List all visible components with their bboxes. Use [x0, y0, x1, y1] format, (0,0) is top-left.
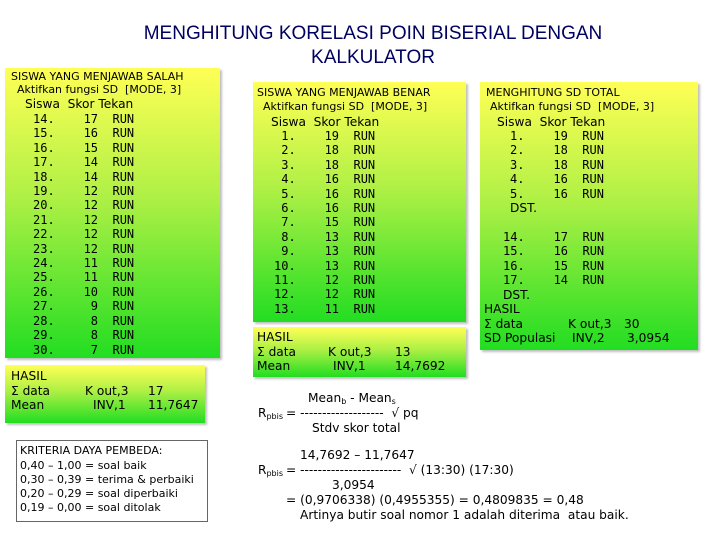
score-row: 21. 12 RUN: [33, 212, 135, 227]
score-row: 17. 14 RUN: [503, 273, 605, 288]
box-wrong-mean-value: 11,7647: [148, 398, 199, 412]
score-row: 3. 18 RUN: [274, 157, 376, 172]
box-total-sd-label: SD Populasi: [484, 331, 556, 345]
box-total-sd-value: 3,0954: [627, 331, 670, 345]
score-row: 10. 13 RUN: [274, 258, 376, 273]
score-row: 15. 16 RUN: [503, 244, 605, 259]
box-total-subheading: Aktifkan fungsi SD [MODE, 3]: [490, 100, 655, 113]
score-row: 4. 16 RUN: [274, 172, 376, 187]
box-wrong-heading: SISWA YANG MENJAWAB SALAH: [11, 70, 184, 83]
box-total-sd-key: INV,2: [572, 331, 605, 345]
box-right-columns: Siswa Skor Tekan: [271, 115, 380, 129]
score-row: 16. 15 RUN: [33, 140, 135, 155]
score-row: 14. 17 RUN: [33, 112, 135, 126]
score-row: 5. 16 RUN: [510, 186, 604, 201]
formula1-numerator: Mean$_b$ - Mean$_s$: [308, 391, 396, 406]
score-row: 18. 14 RUN: [33, 169, 135, 184]
formula1-lhs: $R_{pbis}$: [258, 406, 284, 421]
score-row: 29. 8 RUN: [33, 328, 135, 343]
formula1-denominator: Stdv skor total: [312, 421, 401, 435]
score-row: 5. 16 RUN: [274, 186, 376, 201]
box-total-columns: Siswa Skor Tekan: [497, 115, 606, 129]
box-wrong-columns: Siswa Skor Tekan: [25, 97, 134, 111]
score-row: 25. 11 RUN: [33, 270, 135, 285]
box-total-sum-label: Σ data: [484, 317, 524, 331]
box-right-sum-label: Σ data: [257, 345, 297, 359]
criteria-heading: KRITERIA DAYA PEMBEDA:: [20, 444, 163, 457]
box-right-answers: [253, 82, 466, 322]
score-row: 8. 13 RUN: [274, 229, 376, 244]
box-wrong-rows: [33, 112, 134, 357]
score-row: 20. 12 RUN: [33, 198, 135, 213]
box-right-sum-key: K out,3: [328, 345, 372, 359]
score-row: 30. 7 RUN: [33, 342, 135, 357]
score-row: 17. 14 RUN: [33, 155, 135, 170]
box-wrong-results: [5, 365, 205, 423]
box-wrong-sum-key: K out,3: [85, 384, 129, 398]
box-right-mean-value: 14,7692: [395, 359, 446, 373]
box-total-rows-b: [503, 230, 604, 288]
score-row: 1. 19 RUN: [510, 129, 604, 143]
box-wrong-mean-key: INV,1: [93, 398, 126, 412]
formula2-denominator: 3,0954: [332, 478, 375, 492]
box-right-heading: SISWA YANG MENJAWAB BENAR: [257, 86, 431, 99]
criteria-item: 0,19 – 0,00 = soal ditolak: [20, 501, 161, 514]
title-line-1: MENGHITUNG KORELASI POIN BISERIAL DENGAN: [143, 23, 603, 44]
box-right-mean-label: Mean: [257, 359, 291, 373]
box-wrong-hasil: HASIL: [11, 369, 47, 383]
score-row: 2. 18 RUN: [510, 143, 604, 158]
score-row: 13. 11 RUN: [274, 301, 376, 316]
box-total-sum-key: K out,3: [568, 317, 612, 331]
box-total-sd: [480, 82, 698, 350]
box-wrong-subheading: Aktifkan fungsi SD [MODE, 3]: [17, 83, 182, 96]
score-row: 2. 18 RUN: [274, 143, 376, 158]
box-wrong-sum-label: Σ data: [11, 384, 51, 398]
box-total-hasil: HASIL: [484, 302, 520, 316]
score-row: 3. 18 RUN: [510, 157, 604, 172]
box-right-mean-key: INV,1: [333, 359, 366, 373]
formula1-fraction-line: = ------------------- √ pq: [286, 406, 419, 420]
criteria-item: 0,30 – 0,39 = terima & perbaiki: [20, 473, 194, 486]
score-row: 28. 8 RUN: [33, 313, 135, 328]
criteria-item: 0,40 – 1,00 = soal baik: [20, 459, 147, 472]
box-right-sum-value: 13: [395, 345, 411, 359]
score-row: 9. 13 RUN: [274, 244, 376, 259]
score-row: 23. 12 RUN: [33, 241, 135, 256]
formula2-conclusion: Artinya butir soal nomor 1 adalah diterima atau baik.: [300, 508, 629, 522]
formula2-result: = (0,9706338) (0,4955355) = 0,4809835 = 0,48: [286, 493, 584, 507]
score-row: 7. 15 RUN: [274, 215, 376, 230]
formula2-fraction-line: = ----------------------- √ (13:30) (17:30): [286, 463, 514, 477]
box-total-dst-1: DST.: [510, 201, 537, 215]
box-total-heading: MENGHITUNG SD TOTAL: [486, 86, 620, 99]
score-row: 15. 16 RUN: [33, 126, 135, 141]
score-row: 19. 12 RUN: [33, 184, 135, 199]
score-row: 11. 12 RUN: [274, 273, 376, 288]
page-title: [108, 22, 638, 70]
box-right-results: [253, 327, 466, 377]
box-wrong-mean-label: Mean: [11, 398, 45, 412]
score-row: 6. 16 RUN: [274, 201, 376, 216]
score-row: 14. 17 RUN: [503, 230, 605, 244]
formula2-numerator: 14,7692 – 11,7647: [300, 448, 415, 462]
criteria-item: 0,20 – 0,29 = soal diperbaiki: [20, 487, 178, 500]
score-row: 22. 12 RUN: [33, 227, 135, 242]
score-row: 4. 16 RUN: [510, 172, 604, 187]
formula2-lhs: $R_{pbis}$: [258, 463, 284, 478]
box-right-rows: [274, 129, 375, 316]
score-row: 27. 9 RUN: [33, 299, 135, 314]
title-line-2: KALKULATOR: [311, 47, 435, 68]
score-row: 26. 10 RUN: [33, 284, 135, 299]
criteria-box: [16, 440, 208, 522]
box-right-hasil: HASIL: [257, 330, 293, 344]
box-total-rows-a: [510, 129, 604, 201]
box-total-dst-2: DST.: [503, 288, 530, 302]
box-total-sum-value: 30: [624, 317, 640, 331]
score-row: 24. 11 RUN: [33, 256, 135, 271]
score-row: 16. 15 RUN: [503, 258, 605, 273]
score-row: 12. 12 RUN: [274, 287, 376, 302]
box-wrong-answers: [5, 68, 220, 358]
box-right-subheading: Aktifkan fungsi SD [MODE, 3]: [263, 100, 428, 113]
score-row: 1. 19 RUN: [274, 129, 376, 143]
box-wrong-sum-value: 17: [148, 384, 164, 398]
